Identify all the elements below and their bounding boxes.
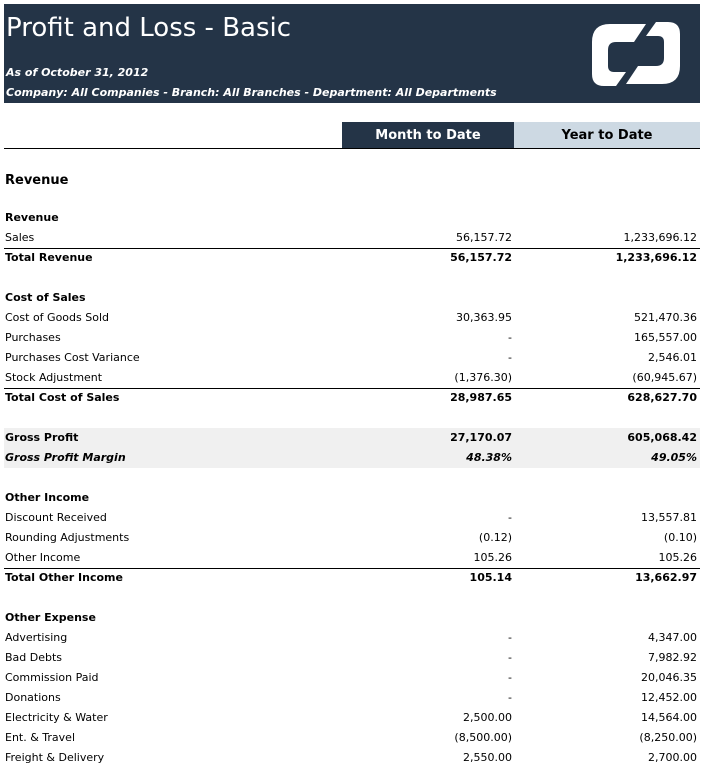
row-label: Freight & Delivery [5, 751, 105, 764]
row-label: Total Other Income [5, 571, 123, 584]
row-mtd-value: - [508, 331, 512, 344]
row-mtd-value: 2,550.00 [463, 751, 512, 764]
row-label: Rounding Adjustments [5, 531, 130, 544]
row-mtd-value: (0.12) [478, 531, 512, 544]
row-label: Discount Received [5, 511, 107, 524]
row-spacer [4, 468, 700, 488]
group-heading [4, 288, 700, 308]
table-row [4, 428, 700, 448]
company-logo-icon [586, 18, 686, 90]
report-filters: Company: All Companies - Branch: All Branches - Department: All Departments [6, 86, 497, 99]
row-mtd-value: 30,363.95 [456, 311, 512, 324]
row-mtd-value: 56,157.72 [456, 231, 512, 244]
row-mtd-value: - [508, 511, 512, 524]
row-mtd-value: 48.38% [466, 451, 512, 464]
total-row [4, 248, 700, 268]
row-ytd-value: (0.10) [663, 531, 697, 544]
row-label: Other Expense [5, 611, 96, 624]
group-heading [4, 488, 700, 508]
table-row [4, 648, 700, 668]
row-ytd-value: 2,700.00 [648, 751, 697, 764]
table-row [4, 628, 700, 648]
row-label: Cost of Goods Sold [5, 311, 109, 324]
row-label: Ent. & Travel [5, 731, 76, 744]
table-row [4, 548, 700, 568]
row-mtd-value: - [508, 671, 512, 684]
column-header-ytd: Year to Date [514, 122, 700, 148]
table-row [4, 748, 700, 768]
section-title: Revenue [5, 173, 69, 188]
row-label: Gross Profit Margin [5, 451, 126, 464]
row-ytd-value: (60,945.67) [632, 371, 697, 384]
row-ytd-value: (8,250.00) [639, 731, 697, 744]
row-ytd-value: 7,982.92 [648, 651, 697, 664]
table-row [4, 368, 700, 388]
row-label: Cost of Sales [5, 291, 86, 304]
table-row [4, 348, 700, 368]
report-title: Profit and Loss - Basic [6, 13, 292, 43]
table-row [4, 508, 700, 528]
row-mtd-value: (8,500.00) [454, 731, 512, 744]
table-row [4, 728, 700, 748]
table-row [4, 308, 700, 328]
row-ytd-value: 20,046.35 [641, 671, 697, 684]
table-row [4, 668, 700, 688]
row-label: Revenue [5, 211, 59, 224]
header-divider [4, 148, 700, 149]
row-mtd-value: 27,170.07 [450, 431, 512, 444]
row-ytd-value: 12,452.00 [641, 691, 697, 704]
row-ytd-value: 605,068.42 [627, 431, 697, 444]
column-header-mtd: Month to Date [342, 122, 514, 148]
report-table [4, 208, 700, 768]
row-ytd-value: 4,347.00 [648, 631, 697, 644]
row-mtd-value: 105.26 [473, 551, 512, 564]
row-mtd-value: 105.14 [469, 571, 512, 584]
row-ytd-value: 105.26 [658, 551, 697, 564]
row-mtd-value: 56,157.72 [450, 251, 512, 264]
row-label: Gross Profit [5, 431, 79, 444]
table-row [4, 448, 700, 468]
row-label: Stock Adjustment [5, 371, 103, 384]
table-row [4, 328, 700, 348]
row-label: Total Revenue [5, 251, 93, 264]
row-ytd-value: 49.05% [651, 451, 697, 464]
row-ytd-value: 165,557.00 [634, 331, 697, 344]
row-label: Other Income [5, 491, 90, 504]
row-label: Sales [5, 231, 35, 244]
row-label: Advertising [5, 631, 68, 644]
row-mtd-value: 28,987.65 [450, 391, 512, 404]
row-ytd-value: 14,564.00 [641, 711, 697, 724]
row-label: Purchases Cost Variance [5, 351, 140, 364]
row-ytd-value: 1,233,696.12 [623, 231, 697, 244]
row-ytd-value: 2,546.01 [648, 351, 697, 364]
group-heading [4, 208, 700, 228]
row-mtd-value: 2,500.00 [463, 711, 512, 724]
total-row [4, 568, 700, 588]
row-label: Purchases [5, 331, 61, 344]
row-spacer [4, 268, 700, 288]
row-spacer [4, 408, 700, 428]
group-heading [4, 608, 700, 628]
table-row [4, 228, 700, 248]
total-row [4, 388, 700, 408]
report-header [4, 4, 700, 103]
row-mtd-value: - [508, 631, 512, 644]
row-ytd-value: 13,557.81 [641, 511, 697, 524]
row-ytd-value: 13,662.97 [635, 571, 697, 584]
table-row [4, 688, 700, 708]
row-label: Bad Debts [5, 651, 63, 664]
row-mtd-value: - [508, 351, 512, 364]
table-row [4, 708, 700, 728]
row-label: Total Cost of Sales [5, 391, 120, 404]
row-mtd-value: - [508, 691, 512, 704]
row-ytd-value: 628,627.70 [627, 391, 697, 404]
row-ytd-value: 521,470.36 [634, 311, 697, 324]
report-date: As of October 31, 2012 [6, 66, 149, 79]
row-spacer [4, 588, 700, 608]
table-row [4, 528, 700, 548]
row-label: Electricity & Water [5, 711, 108, 724]
row-ytd-value: 1,233,696.12 [615, 251, 697, 264]
row-label: Other Income [5, 551, 81, 564]
row-mtd-value: (1,376.30) [454, 371, 512, 384]
row-mtd-value: - [508, 651, 512, 664]
row-label: Donations [5, 691, 61, 704]
row-label: Commission Paid [5, 671, 99, 684]
